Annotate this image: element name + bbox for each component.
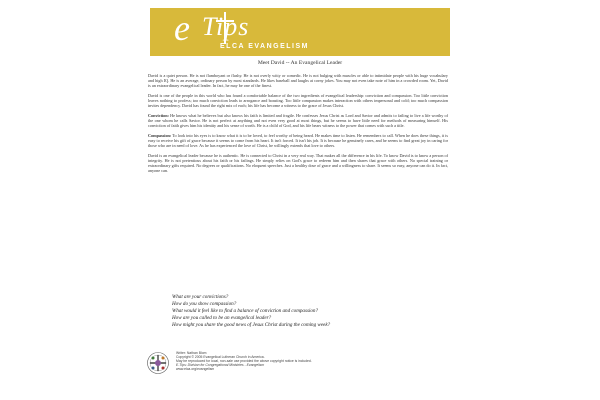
- header-banner: [150, 8, 450, 56]
- footer-url[interactable]: www.elca.org/evangelism: [176, 367, 215, 372]
- logo-e: e: [174, 8, 190, 48]
- conviction-text: He knows what he believes but also knows his faith is limited and fragile. He confesses Jesus Christ as Lord and Savior and admits to failing to live a life worthy of the one whom he calls Savior. He is not perfect at anything and not even very good at most things, but he seems to have little need for methods of measuring himself. His conviction of faith gives him his identity and his sense of worth. He is a child of God, and his life bears witness to the power that comes with such a title.: [148, 112, 448, 128]
- compassion-label: Compassion:: [148, 132, 172, 138]
- page-title: Meet David -- An Evangelical Leader: [257, 60, 343, 66]
- question-item: What are your convictions?: [172, 294, 229, 300]
- balance-paragraph: David is one of the people in this world who has found a comfortable balance of the two ingredients of evangelical leadership: conviction and compassion. Too little conviction leaves nothing to profess; too much conviction leads to arrogance and boasting. Too little compassion makes interaction with others impersonal and cold; too much compassion invites dependency. David has found the right mix of each; his life has become a witness to the grace of Jesus Christ.: [148, 92, 448, 109]
- footer-etips: E-Tips: Division for Congregational Ministries - Evangelism: [176, 363, 265, 368]
- conviction-paragraph: [148, 113, 448, 128]
- intro-paragraph: David is a quiet person. He is not flamboyant or flashy. He is not overly witty or comedic. He is not bulging with muscles or able to intimidate people with his huge vocabulary and high IQ. He is an average, ordinary person by most standards. He likes baseball and laughs at corny jokes. You may not even take note of him in a crowded room. Yet, David is an extraordinary evangelical leader. In fact, he may be one of the finest.: [148, 73, 448, 89]
- elca-seal-icon: [147, 352, 169, 374]
- compassion-text: To look into his eyes is to know what it is to be loved, to feel worthy of being heard. He makes time to listen. He remembers to call. When he does these things, it is easy to receive his gift of grace because it seems to come from his heart. It isn't forced. It isn't his job. It is because he genuinely cares, and he seems to find great joy in caring for those who are in need of love. As he has experienced the love of Christ, he willingly extends that love to others.: [148, 132, 448, 148]
- logo-tagline: ELCA EVANGELISM: [220, 43, 310, 50]
- footer-writer: Writer: Nathan Blom: [176, 351, 207, 355]
- question-item: How are you called to be an evangelical leader?: [172, 314, 272, 321]
- footer-copyright: Copyright © 2005 Evangelical Lutheran Church in America.: [176, 355, 265, 360]
- question-item: How do you show compassion?: [172, 300, 237, 307]
- question-item: How might you share the good news of Jesus Christ during the coming week?: [172, 321, 331, 328]
- logo-tips: Tips: [202, 12, 250, 41]
- closing-paragraph: David is an evangelical leader because he is authentic. He is connected to Christ in a very real way. That makes all the difference in his life. To know David is to know a person of integrity. He is not pretentious about his faith or his failings. He simply relies on God's grace to redeem him and then shares that grace with others. No special training or extraordinary gifts required. No degrees or qualifications. No eloquent speeches. Just a healthy dose of grace and a willingness to share. It seems so easy, anyone can do it. In fact, anyone can.: [148, 152, 448, 173]
- conviction-label: Conviction:: [148, 112, 169, 118]
- article-body: [148, 73, 448, 177]
- question-item: What would it feel like to find a balance of conviction and compassion?: [172, 307, 318, 314]
- reflection-questions: [172, 294, 442, 329]
- compassion-paragraph: [148, 133, 448, 148]
- footer-reproduce: May be reproduced for local, non-sale use provided the above copyright notice is included.: [176, 359, 312, 364]
- footer-credits: [176, 351, 396, 371]
